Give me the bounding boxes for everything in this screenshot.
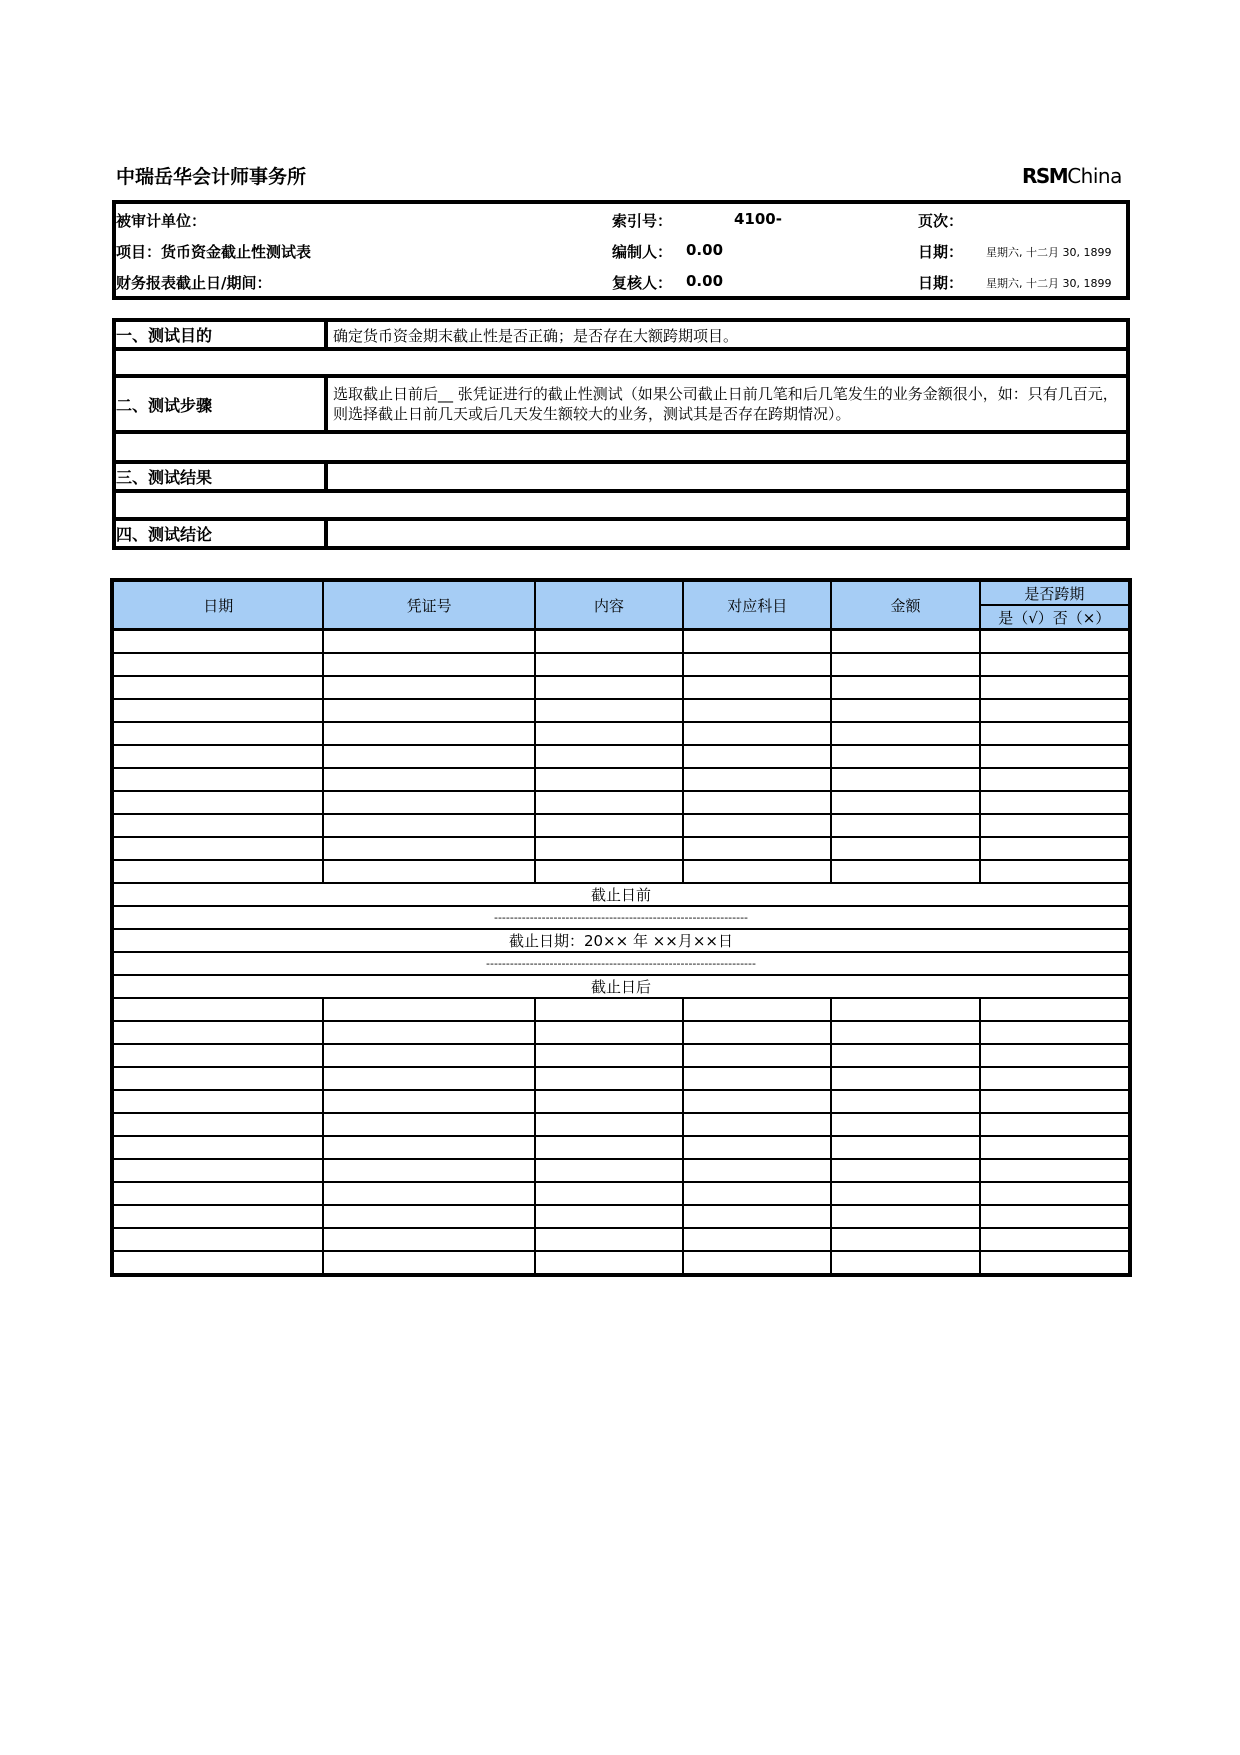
amount-cell[interactable]	[831, 860, 979, 883]
table-row	[113, 676, 1129, 699]
content-cell[interactable]	[535, 1136, 683, 1159]
amount-cell[interactable]	[831, 1251, 979, 1274]
content-cell[interactable]	[535, 837, 683, 860]
index-label: 索引号：	[612, 212, 673, 230]
after-cutoff-rows	[113, 998, 1129, 1274]
before-cutoff-label: 截止日前	[113, 883, 1129, 906]
table-row	[113, 1044, 1129, 1067]
account-cell[interactable]	[683, 1228, 831, 1251]
account-cell[interactable]	[683, 1251, 831, 1274]
voucher-cell[interactable]	[323, 1182, 534, 1205]
content-cell[interactable]	[535, 1205, 683, 1228]
table-row	[113, 791, 1129, 814]
voucher-cell[interactable]	[323, 1228, 534, 1251]
table-row	[113, 768, 1129, 791]
content-cell[interactable]	[535, 860, 683, 883]
voucher-cell[interactable]	[323, 837, 534, 860]
date-cell[interactable]	[113, 1113, 323, 1136]
account-cell[interactable]	[683, 1182, 831, 1205]
conclusion-section	[112, 517, 1130, 550]
date-cell[interactable]	[113, 1021, 323, 1044]
content-cell[interactable]	[535, 653, 683, 676]
index-value: 4100-	[734, 210, 782, 228]
content-cell[interactable]	[535, 1113, 683, 1136]
table-row	[113, 722, 1129, 745]
content-cell[interactable]	[535, 745, 683, 768]
reviewer-label: 复核人：	[612, 274, 673, 292]
col-header-crossperiod-sub: 是（√）否（×）	[980, 605, 1129, 630]
result-text	[329, 464, 1126, 489]
table-row	[113, 860, 1129, 883]
date-cell[interactable]	[113, 630, 323, 654]
voucher-cell[interactable]	[323, 745, 534, 768]
table-row	[113, 1251, 1129, 1274]
voucher-cell[interactable]	[323, 1205, 534, 1228]
amount-cell[interactable]	[831, 1205, 979, 1228]
spacer-row	[112, 493, 1130, 519]
amount-cell[interactable]	[831, 1159, 979, 1182]
voucher-cell[interactable]	[323, 1136, 534, 1159]
voucher-cell[interactable]	[323, 1159, 534, 1182]
date-cell[interactable]	[113, 745, 323, 768]
amount-cell[interactable]	[831, 1136, 979, 1159]
voucher-cell[interactable]	[323, 1090, 534, 1113]
account-cell[interactable]	[683, 1044, 831, 1067]
amount-cell[interactable]	[831, 676, 979, 699]
cutoff-divider	[113, 883, 1129, 998]
content-cell[interactable]	[535, 722, 683, 745]
col-header-voucher: 凭证号	[323, 581, 534, 630]
voucher-cell[interactable]	[323, 1113, 534, 1136]
date-value: 星期六, 十二月 30, 1899	[986, 246, 1112, 259]
amount-cell[interactable]	[831, 1113, 979, 1136]
crossperiod-cell[interactable]	[980, 745, 1129, 768]
account-cell[interactable]	[683, 630, 831, 654]
date-cell[interactable]	[113, 814, 323, 837]
table-row	[113, 1067, 1129, 1090]
crossperiod-cell[interactable]	[980, 1136, 1129, 1159]
content-cell[interactable]	[535, 1228, 683, 1251]
crossperiod-cell[interactable]	[980, 1090, 1129, 1113]
account-cell[interactable]	[683, 998, 831, 1021]
crossperiod-cell[interactable]	[980, 1021, 1129, 1044]
result-label: 三、测试结果	[116, 464, 328, 489]
content-cell[interactable]	[535, 1090, 683, 1113]
content-cell[interactable]	[535, 1021, 683, 1044]
crossperiod-cell[interactable]	[980, 998, 1129, 1021]
date-cell[interactable]	[113, 998, 323, 1021]
voucher-cell[interactable]	[323, 860, 534, 883]
crossperiod-cell[interactable]	[980, 1067, 1129, 1090]
account-cell[interactable]	[683, 699, 831, 722]
content-cell[interactable]	[535, 1067, 683, 1090]
account-cell[interactable]	[683, 745, 831, 768]
account-cell[interactable]	[683, 1159, 831, 1182]
date-cell[interactable]	[113, 791, 323, 814]
table-row	[113, 998, 1129, 1021]
col-header-content: 内容	[535, 581, 683, 630]
cutoff-date-label: 截止日期：20×× 年 ××月××日	[113, 929, 1129, 952]
reviewer-value: 0.00	[686, 272, 724, 290]
date-cell[interactable]	[113, 1205, 323, 1228]
table-row	[113, 1113, 1129, 1136]
account-cell[interactable]	[683, 1136, 831, 1159]
content-cell[interactable]	[535, 1251, 683, 1274]
amount-cell[interactable]	[831, 1021, 979, 1044]
page-label: 页次：	[918, 212, 964, 230]
voucher-cell[interactable]	[323, 722, 534, 745]
purpose-section	[112, 318, 1130, 351]
account-cell[interactable]	[683, 837, 831, 860]
voucher-cell[interactable]	[323, 998, 534, 1021]
amount-cell[interactable]	[831, 630, 979, 654]
content-cell[interactable]	[535, 1044, 683, 1067]
audited-unit-label: 被审计单位：	[116, 212, 207, 230]
steps-section	[112, 374, 1130, 434]
content-cell[interactable]	[535, 699, 683, 722]
amount-cell[interactable]	[831, 745, 979, 768]
logo-brand: RSM	[1022, 164, 1068, 188]
crossperiod-cell[interactable]	[980, 791, 1129, 814]
account-cell[interactable]	[683, 860, 831, 883]
content-cell[interactable]	[535, 676, 683, 699]
content-cell[interactable]	[535, 791, 683, 814]
purpose-text: 确定货币资金期末截止性是否正确；是否存在大额跨期项目。	[333, 327, 739, 345]
crossperiod-cell[interactable]	[980, 1044, 1129, 1067]
voucher-cell[interactable]	[323, 791, 534, 814]
conclusion-text	[329, 521, 1126, 546]
account-cell[interactable]	[683, 1021, 831, 1044]
table-row	[113, 699, 1129, 722]
table-row	[113, 630, 1129, 654]
date2-label: 日期：	[918, 274, 964, 292]
amount-cell[interactable]	[831, 699, 979, 722]
crossperiod-cell[interactable]	[980, 814, 1129, 837]
firm-name: 中瑞岳华会计师事务所	[116, 166, 307, 188]
date-cell[interactable]	[113, 1090, 323, 1113]
voucher-cell[interactable]	[323, 1067, 534, 1090]
crossperiod-cell[interactable]	[980, 1228, 1129, 1251]
table-row	[113, 1159, 1129, 1182]
crossperiod-cell[interactable]	[980, 653, 1129, 676]
account-cell[interactable]	[683, 791, 831, 814]
spacer-row	[112, 351, 1130, 376]
spacer-row	[112, 434, 1130, 462]
period-label: 财务报表截止日/期间：	[116, 274, 272, 292]
crossperiod-cell[interactable]	[980, 768, 1129, 791]
amount-cell[interactable]	[831, 722, 979, 745]
col-header-amount: 金额	[831, 581, 979, 630]
date-cell[interactable]	[113, 1228, 323, 1251]
col-header-crossperiod: 是否跨期	[980, 581, 1129, 605]
col-header-date: 日期	[113, 581, 323, 630]
preparer-label: 编制人：	[612, 243, 673, 261]
content-cell[interactable]	[535, 998, 683, 1021]
account-cell[interactable]	[683, 653, 831, 676]
date-cell[interactable]	[113, 1182, 323, 1205]
cutoff-test-table	[112, 580, 1130, 1275]
after-cutoff-label: 截止日后	[113, 975, 1129, 998]
amount-cell[interactable]	[831, 768, 979, 791]
crossperiod-cell[interactable]	[980, 837, 1129, 860]
date-cell[interactable]	[113, 1251, 323, 1274]
crossperiod-cell[interactable]	[980, 1251, 1129, 1274]
voucher-cell[interactable]	[323, 630, 534, 654]
separator-line: --------------------------------------------------------------------	[113, 952, 1129, 975]
voucher-cell[interactable]	[323, 676, 534, 699]
date-cell[interactable]	[113, 1044, 323, 1067]
account-cell[interactable]	[683, 1113, 831, 1136]
date-cell[interactable]	[113, 1067, 323, 1090]
crossperiod-cell[interactable]	[980, 1205, 1129, 1228]
date2-value: 星期六, 十二月 30, 1899	[986, 277, 1112, 290]
account-cell[interactable]	[683, 676, 831, 699]
header-row-3	[116, 266, 1126, 297]
crossperiod-cell[interactable]	[980, 699, 1129, 722]
date-cell[interactable]	[113, 1159, 323, 1182]
voucher-cell[interactable]	[323, 814, 534, 837]
crossperiod-cell[interactable]	[980, 1182, 1129, 1205]
table-row	[113, 653, 1129, 676]
date-cell[interactable]	[113, 837, 323, 860]
account-cell[interactable]	[683, 1067, 831, 1090]
separator-line: ----------------------------------------------------------------	[113, 906, 1129, 929]
content-cell[interactable]	[535, 1159, 683, 1182]
amount-cell[interactable]	[831, 791, 979, 814]
crossperiod-cell[interactable]	[980, 1113, 1129, 1136]
date-cell[interactable]	[113, 1136, 323, 1159]
table-row	[113, 1182, 1129, 1205]
amount-cell[interactable]	[831, 653, 979, 676]
amount-cell[interactable]	[831, 1090, 979, 1113]
amount-cell[interactable]	[831, 1228, 979, 1251]
voucher-cell[interactable]	[323, 1021, 534, 1044]
voucher-cell[interactable]	[323, 768, 534, 791]
content-cell[interactable]	[535, 814, 683, 837]
voucher-cell[interactable]	[323, 653, 534, 676]
amount-cell[interactable]	[831, 1182, 979, 1205]
account-cell[interactable]	[683, 1090, 831, 1113]
date-cell[interactable]	[113, 860, 323, 883]
voucher-cell[interactable]	[323, 1251, 534, 1274]
account-cell[interactable]	[683, 722, 831, 745]
amount-cell[interactable]	[831, 814, 979, 837]
header-row-1	[116, 204, 1126, 235]
conclusion-label: 四、测试结论	[116, 521, 328, 546]
crossperiod-cell[interactable]	[980, 630, 1129, 654]
steps-text: 选取截止日前后__ 张凭证进行的截止性测试（如果公司截止日前几笔和后几笔发生的业务金额很小，如：只有几百元，则选择截止日前几天或后几天发生额较大的业务，测试其是否存在跨期情况）。	[333, 385, 1118, 423]
header-row-2	[116, 235, 1126, 266]
voucher-cell[interactable]	[323, 699, 534, 722]
content-cell[interactable]	[535, 768, 683, 791]
account-cell[interactable]	[683, 768, 831, 791]
crossperiod-cell[interactable]	[980, 1159, 1129, 1182]
amount-cell[interactable]	[831, 1067, 979, 1090]
header-info-block	[112, 200, 1130, 300]
table-row	[113, 837, 1129, 860]
date-cell[interactable]	[113, 676, 323, 699]
date-cell[interactable]	[113, 768, 323, 791]
project-label: 项目：货币资金截止性测试表	[116, 243, 312, 261]
crossperiod-cell[interactable]	[980, 860, 1129, 883]
table-row	[113, 1090, 1129, 1113]
logo-sub: China	[1067, 164, 1122, 188]
crossperiod-cell[interactable]	[980, 722, 1129, 745]
before-cutoff-rows	[113, 630, 1129, 884]
table-row	[113, 1021, 1129, 1044]
content-cell[interactable]	[535, 1182, 683, 1205]
purpose-label: 一、测试目的	[116, 322, 328, 347]
account-cell[interactable]	[683, 1205, 831, 1228]
account-cell[interactable]	[683, 814, 831, 837]
table-row	[113, 1205, 1129, 1228]
amount-cell[interactable]	[831, 1044, 979, 1067]
date-cell[interactable]	[113, 653, 323, 676]
amount-cell[interactable]	[831, 998, 979, 1021]
crossperiod-cell[interactable]	[980, 676, 1129, 699]
table-row	[113, 745, 1129, 768]
content-cell[interactable]	[535, 630, 683, 654]
date-cell[interactable]	[113, 722, 323, 745]
result-section	[112, 460, 1130, 493]
table-row	[113, 814, 1129, 837]
amount-cell[interactable]	[831, 837, 979, 860]
table-row	[113, 1136, 1129, 1159]
table-row	[113, 1228, 1129, 1251]
col-header-account: 对应科目	[683, 581, 831, 630]
voucher-cell[interactable]	[323, 1044, 534, 1067]
rsm-logo	[1022, 164, 1122, 188]
steps-label: 二、测试步骤	[116, 378, 328, 430]
preparer-value: 0.00	[686, 241, 724, 259]
date-cell[interactable]	[113, 699, 323, 722]
date-label: 日期：	[918, 243, 964, 261]
